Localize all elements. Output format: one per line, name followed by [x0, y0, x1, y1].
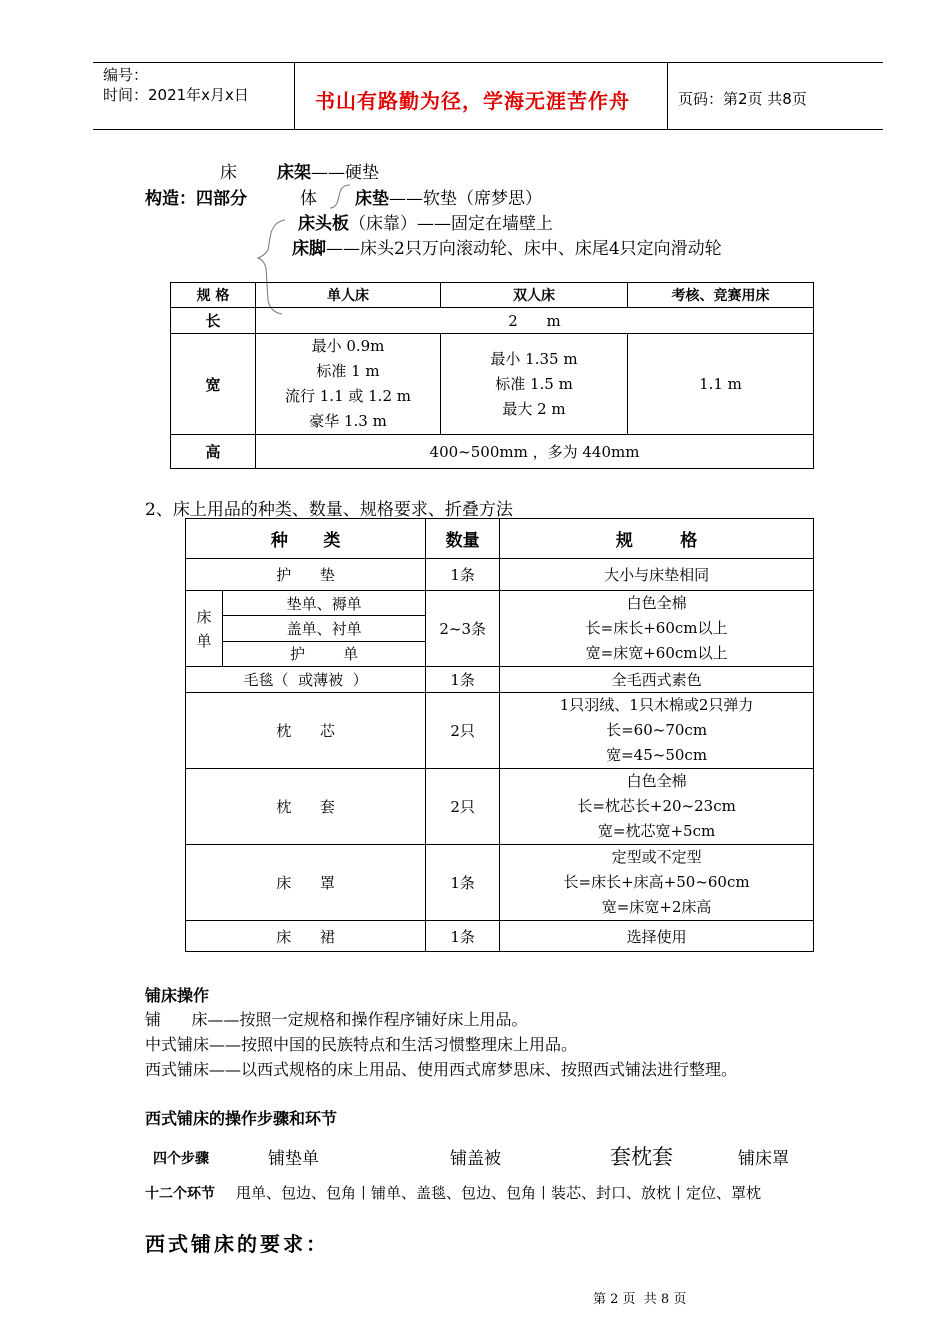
- bed-spec-table: [170, 282, 814, 469]
- pillowcase-qty: 2只: [426, 769, 500, 845]
- operation-title: 铺床操作: [145, 986, 210, 1005]
- feet-label: 床脚: [292, 239, 326, 259]
- headboard-label: 床头板: [298, 214, 349, 234]
- double-width-cell: 最小 1.35 m 标准 1.5 m 最大 2 m: [441, 334, 628, 435]
- spec-header: 双人床: [441, 283, 628, 308]
- height-value: 400~500mm ，多为 440mm: [256, 435, 814, 469]
- sheet-qty: 2~3条: [426, 591, 500, 667]
- bedskirt-qty: 1条: [426, 921, 500, 952]
- width-label: 宽: [171, 334, 256, 435]
- spec-header: 考核、竞赛用床: [628, 283, 814, 308]
- length-label: 长: [171, 308, 256, 334]
- blanket-spec: 全毛西式素色: [500, 667, 814, 693]
- headboard-desc: （床靠）——固定在墙壁上: [349, 214, 553, 234]
- pillow-core-spec: 1只羽绒、1只木棉或2只弹力 长=60~70cm 宽=45~50cm: [500, 693, 814, 769]
- operation-line: 中式铺床——按照中国的民族特点和生活习惯整理床上用品。: [145, 1035, 578, 1054]
- operation-line: 铺 床——按照一定规格和操作程序铺好床上用品。: [145, 1010, 528, 1029]
- pillowcase-name: 枕 套: [186, 769, 426, 845]
- requirements-title: 西式铺床的要求：: [145, 1232, 329, 1256]
- pad-qty: 1条: [426, 559, 500, 591]
- bedding-table: [185, 518, 814, 952]
- section2-title: 2、床上用品的种类、数量、规格要求、折叠方法: [145, 500, 513, 520]
- bedcover-spec: 定型或不定型 长=床长+床高+50~60cm 宽=床宽+2床高: [500, 845, 814, 921]
- sheet-item: 盖单、衬单: [223, 616, 426, 641]
- pillow-core-qty: 2只: [426, 693, 500, 769]
- header-top-rule: [93, 62, 883, 63]
- frame-label: 床架: [277, 163, 311, 183]
- feet-desc: ——床头2只万向滚动轮、床中、床尾4只定向滑动轮: [326, 239, 722, 259]
- step-item: 铺盖被: [450, 1149, 501, 1169]
- bedskirt-spec: 选择使用: [500, 921, 814, 952]
- sheet-group-label: 床 单: [186, 591, 223, 667]
- exam-width-cell: 1.1 m: [628, 334, 814, 435]
- blanket-name: 毛毯（ 或薄被 ）: [186, 667, 426, 693]
- twelve-steps-label: 十二个环节: [145, 1186, 215, 1202]
- step-item: 套枕套: [610, 1145, 673, 1169]
- doc-number-label: 编号：: [103, 66, 149, 84]
- page-footer: 第 2 页 共 8 页: [593, 1292, 687, 1307]
- mattress-desc: ——软垫（席梦思）: [389, 189, 542, 209]
- blanket-qty: 1条: [426, 667, 500, 693]
- structure-middle-word: 体: [300, 189, 317, 209]
- four-steps-label: 四个步骤: [153, 1151, 209, 1167]
- bedskirt-name: 床 裙: [186, 921, 426, 952]
- step-item: 铺床罩: [738, 1149, 789, 1169]
- single-width-cell: 最小 0.9m 标准 1 m 流行 1.1 或 1.2 m 豪华 1.3 m: [256, 334, 441, 435]
- header-page-info: 页码：第2页 共8页: [678, 90, 807, 108]
- twelve-steps-text: 甩单、包边、包角丨铺单、盖毯、包边、包角丨装芯、封口、放枕丨定位、罩枕: [236, 1184, 762, 1202]
- pad-name: 护 垫: [186, 559, 426, 591]
- bedding-header: 种 类: [186, 519, 426, 559]
- spec-header: 单人床: [256, 283, 441, 308]
- structure-mattress: [355, 184, 542, 209]
- header-motto: 书山有路勤为径，学海无涯苦作舟: [315, 89, 630, 113]
- sheet-item: 垫单、褥单: [223, 591, 426, 616]
- spec-header: 规 格: [171, 283, 256, 308]
- header-bottom-rule: [93, 129, 883, 130]
- structure-intro: 构造：四部分: [145, 189, 247, 209]
- bedcover-name: 床 罩: [186, 845, 426, 921]
- header-divider: [667, 63, 668, 130]
- length-value: 2 m: [256, 308, 814, 334]
- header-divider: [294, 63, 295, 130]
- mattress-label: 床垫: [355, 189, 389, 209]
- steps-title: 西式铺床的操作步骤和环节: [145, 1109, 338, 1128]
- bedding-header: 规 格: [500, 519, 814, 559]
- frame-desc: ——硬垫: [311, 163, 379, 183]
- height-label: 高: [171, 435, 256, 469]
- bedcover-qty: 1条: [426, 845, 500, 921]
- pillow-core-name: 枕 芯: [186, 693, 426, 769]
- sheet-spec: 白色全棉 长=床长+60cm以上 宽=床宽+60cm以上: [500, 591, 814, 667]
- step-item: 铺垫单: [268, 1149, 319, 1169]
- bedding-header: 数量: [426, 519, 500, 559]
- sheet-item: 护 单: [223, 641, 426, 666]
- structure-top-word: 床: [220, 163, 237, 183]
- doc-time-label: 时间：2021年x月x日: [103, 86, 249, 104]
- pillowcase-spec: 白色全棉 长=枕芯长+20~23cm 宽=枕芯宽+5cm: [500, 769, 814, 845]
- pad-spec: 大小与床垫相同: [500, 559, 814, 591]
- operation-line: 西式铺床——以西式规格的床上用品、使用西式席梦思床、按照西式铺法进行整理。: [145, 1060, 738, 1079]
